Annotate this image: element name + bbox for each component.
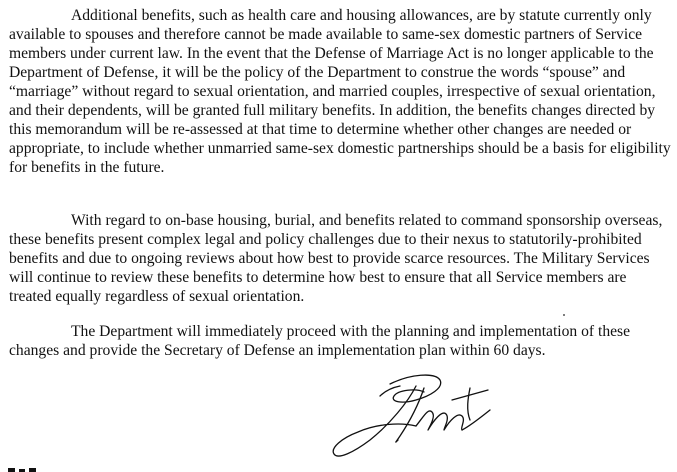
paragraph-on-base-housing: With regard to on-base housing, burial, and benefits related to command sponsorship overseas, these benefits present complex legal and policy challenges due to their nexus to statutorily-prohibited benefits and due to ongoing reviews about how best to provide scarce resources. The Military Services will continue to review these benefits to determine how best to ensure that all Service members are treated equally regardless of sexual orientation.: [9, 212, 663, 305]
clipped-line-fragment: [8, 462, 48, 472]
paragraph-implementation-plan: The Department will immediately proceed with the planning and implementation of these changes and provide the Secretary of Defense an implementation plan within 60 days.: [9, 323, 631, 359]
paragraph-additional-benefits: Additional benefits, such as health care and housing allowances, are by statute currently only available to spouses and therefore cannot be made available to same-sex domestic partners of Service members under current law. In the event that the Defense of Marriage Act is no longer applicable to the Department of Defense, it will be the policy of the Department to construe the words “spouse” and “marriage” without regard to sexual orientation, and married couples, irrespective of sexual orientation, and their dependents, will be granted full military benefits. In addition, the benefits changes directed by this memorandum will be re-assessed at that time to determine whether other changes are needed or appropriate, to include whether unmarried same-sex domestic partnerships should be a basis for eligibility for benefits in the future.: [9, 7, 671, 176]
handwritten-signature: [320, 366, 520, 466]
scan-speck: [563, 314, 565, 316]
